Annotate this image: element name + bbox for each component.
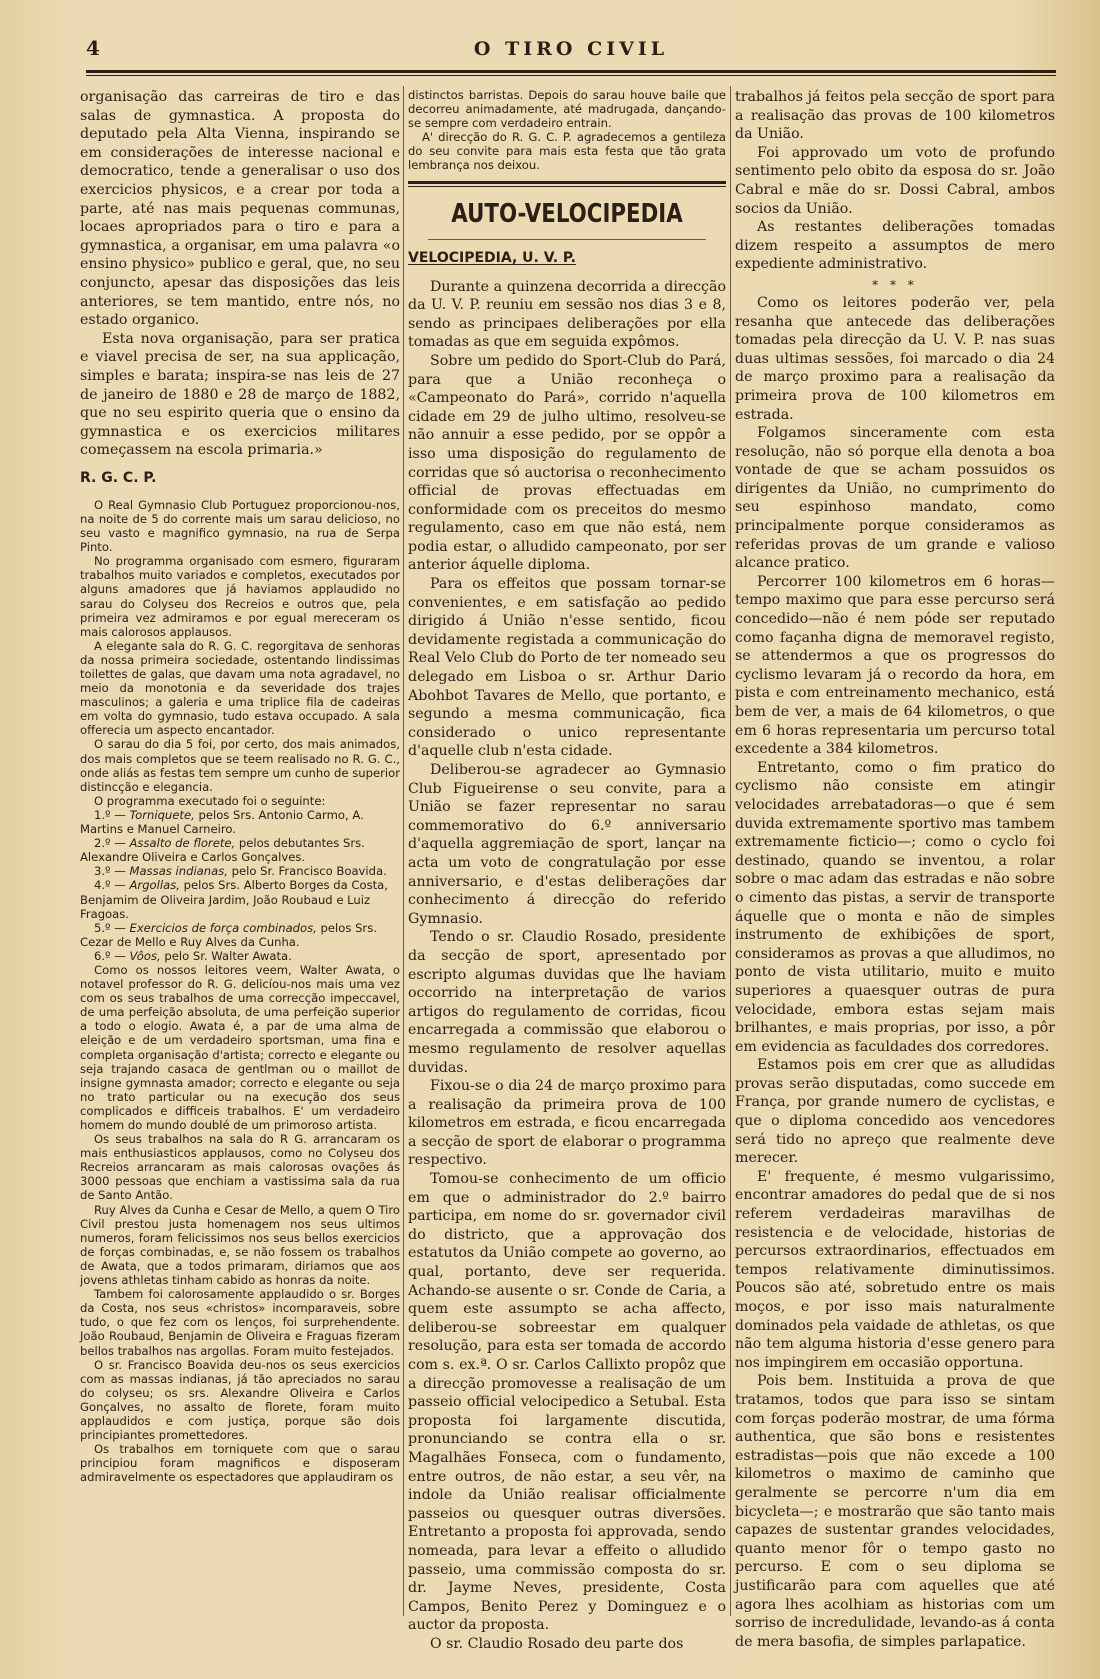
paragraph: organisação das carreiras de tiro e das salas de gymnastica. A proposta do deputado pela Alta Vienna, inspirando se em considerações de interesse nacional e democratico, tende a generalisar o uso dos exercicios physicos, e a crear por toda a parte, até nas mais pequenas communas, locaes apropriados para o tiro e para a gymnastica, a organisar, em uma palavra «o ensino physico» publico e geral, que, no seu conjuncto, apesar das disposições das leis anteriores, se tem mantido, entre nós, no estado organico. [80, 89, 400, 329]
paragraph: Durante a quinzena decorrida a direcção da U. V. P. reuniu em sessão nos dias 3 e 8, sendo as principaes deliberações por ella tomadas as que em seguida expômos. [408, 278, 726, 351]
paragraph: Entretanto, como o fim pratico do cyclismo não consiste em atingir velocidades arrebatadoras—o que é sem duvida extremamente sportivo mas tambem extremamente ficticio—; como o cyclo foi destinado, quando se inventou, a rolar sobre o mac adam das estradas e não sobre o cimento das pistas, a servir de transporte áquelle que o monta e não de simples instrumento de exhibições de sport, consideramos as provas a que alludimos, no ponto de vista utilitario, muito e muito superiores a quaesquer outras de pura velocidade, embora estas sejam mais brilhantes, e mais proprias, por isso, a pôr em evidencia as faculdades dos corredores. [735, 759, 1055, 1055]
paragraph: O sr. Claudio Rosado deu parte dos [430, 1635, 684, 1652]
paragraph: As restantes deliberações tomadas dizem respeito a assumptos de mero expediente administrativo. [735, 219, 1055, 273]
paragraph: Deliberou-se agradecer ao Gymnasio Club Figueirense o seu convite, para a União se fazer representar no sarau commemorativo do 6.º anniversario d'aquella aggremiação de sport, lançar na acta um voto de congratulação por esse anniversario, e d'estas deliberações dar conhecimento á direcção do referido Gymnasio. [408, 762, 726, 927]
column-1 [80, 88, 400, 1484]
column-divider [403, 86, 404, 1616]
banner-rule [408, 181, 726, 184]
paragraph: trabalhos já feitos pela secção de sport para a realisação das provas de 100 kilometros da União. [735, 89, 1055, 143]
paragraph: Tomou-se conhecimento de um officio em que o administrador do 2.º bairro participa, em nome do sr. governador civil do districto, que a approvação dos estatutos da União compete ao governo, ao qual, portanto, deve ser requerida. Achando-se ausente o sr. Conde de Caria, a quem este assumpto se acha affecto, deliberou-se sobreestar em qualquer resolução, para esta ser tomada de accordo com s. ex.ª. O sr. Carlos Callixto propôz que a direcção promovesse a realisação de um passeio official velocipedico a Setubal. Esta proposta foi largamente discutida, pronunciando se contra ella o sr. Magalhães Fonseca, com o fundamento, entre outros, de não estar, a seu vêr, na indole da União realisar officialmente passeios ou quesquer outras diversões. Entretanto a proposta foi approvada, sendo nomeada, para levar a effeito o alludido passeio, uma commissão composta do sr. dr. Jayme Neves, presidente, Costa Campos, Benito Perez y Dominguez e o auctor da proposta. [408, 1171, 726, 1634]
paragraph: O sr. Francisco Boavida deu-nos os seus exercicios com as massas indianas, já tão apreciados no sarau do colyseu; os srs. Alexandre Oliveira e Carlos Gonçalves, no assalto de florete, foram muito applaudidos e com justiça, porque são dois principiantes promettedores. [80, 1357, 400, 1443]
paragraph: No programma organisado com esmero, figuraram trabalhos muito variados e completos, executados por alguns amadores que já haviamos applaudido no sarau do Colyseu dos Recreios e outros que, pela primeira vez admiramos e por egual mereceram os mais calorosos applausos. [80, 554, 400, 639]
programme-item: 1.º — Torniquete, pelos Srs. Antonio Carmo, A. Martins e Manuel Carneiro. [80, 807, 364, 837]
banner-rule-bottom [428, 239, 706, 240]
paragraph: E' frequente, é mesmo vulgarissimo, encontrar amadores do pedal que de si nos referem verdadeiras maravilhas de resistencia e de velocidade, historias de percursos extraordinarios, effectuados em tempos relativamente diminutissimos. Poucos são até, sobretudo entre os mais moços, e por isso mais naturalmente dominados pela vaidade de athletas, os que não tem alguma historia d'esse genero para nos impingirem em occasião opportuna. [735, 1168, 1055, 1371]
paragraph: Tambem foi calorosamente applaudido o sr. Borges da Costa, nos seus «christos» incomparaveis, sobre tudo, o que fez com os lenços, foi surprehendente. João Roubaud, Benjamin de Oliveira e Fraguas fizeram bellos trabalhos nas argollas. Foram muito festejados. [80, 1287, 400, 1358]
page-header [86, 34, 1056, 70]
paragraph: Para os effeitos que possam tornar-se convenientes, e em satisfação ao pedido dirigido á União n'esse sentido, ficou devidamente registada a communicação do Real Velo Club do Porto de ter nomeado seu delegado em Lisboa o sr. Arthur Dario Abohbot Tavares de Mello, que portanto, e segundo a mesma communicação, fica considerado o unico representante d'aquelle club n'esta cidade. [408, 576, 726, 760]
column-2 [408, 88, 726, 1654]
paragraph: A' direcção do R. G. C. P. agradecemos a gentileza do seu convite para mais esta festa que tão grata lembrança nos deixou. [408, 130, 726, 173]
paragraph: O sarau do dia 5 foi, por certo, dos mais animados, dos mais completos que se teem realisado no R. G. C., onde aliás as festas tem sempre um cunho de superior distincção e elegancia. [80, 737, 400, 794]
paragraph: Folgamos sinceramente com esta resolução, não só porque ella denota a boa vontade de que se acham possuidos os dirigentes da União, no cumprimento do seu espinhoso mandato, como principalmente porque consideramos as referidas provas de um grande e valioso alcance pratico. [735, 425, 1055, 572]
programme-item: 3.º — Massas indianas, pelo Sr. Francisco Boavida. [94, 864, 387, 879]
column-divider [730, 86, 731, 1616]
paragraph: A elegante sala do R. G. C. regorgitava de senhoras da nossa primeira sociedade, ostentando lindissimas toilettes de galas, que davam uma nota agradavel, no meio da monotonia e da severidade dos trajes masculinos; a galeria e uma triplice fila de cadeiras em volta do gymnasio, tudo estava occupado. A sala offerecia um aspecto encantador. [80, 638, 400, 738]
paragraph: O Real Gymnasio Club Portuguez proporcionou-nos, na noite de 5 do corrente mais um sarau delicioso, no seu vasto e magnifico gymnasio, na rua de Serpa Pinto. [80, 497, 400, 555]
paragraph: Como os nossos leitores veem, Walter Awata, o notavel professor do R. G. delicíou-nos mais uma vez com os seus trabalhos de uma correcção impeccavel, de uma perfeição absoluta, de uma perfeição superior a todo o elogio. Awata é, a par de uma alma de eleição e de um verdadeiro sportsman, uma fina e completa organisação d'artista; correcto e elegante ou seja trajando casaca de gentlman ou o maillot de insigne gymnasta amador; correcto e elegante ou seja no trato particular ou na execução dos seus complicados e difficeis trabalhos. E' um verdadeiro homem do mundo doublé de um primoroso artista. [80, 962, 400, 1132]
paragraph: Foi approvado um voto de profundo sentimento pelo obito da esposa do sr. João Cabral e mãe do sr. Dossi Cabral, ambos socios da União. [735, 144, 1055, 217]
paragraph: Como os leitores poderão ver, pela resanha que antecede das deliberações tomadas pela direcção da U. V. P. nas suas duas ultimas sessões, foi marcado o dia 24 de março proximo para a realisação da primeira prova de 100 kilometros em estrada. [735, 294, 1055, 423]
section-banner [408, 181, 726, 240]
paragraph: Os seus trabalhos na sala do R G. arrancaram os mais enthusiasticos applausos, como no Colyseu dos Recreios arrancaram as mais calorosas ovações ás 3000 pessoas que enchiam a vastissima sala da rua de Santo Antão. [80, 1132, 400, 1203]
paragraph: Sobre um pedido do Sport-Club do Pará, para que a União reconheça o «Campeonato do Pará», corrido n'aquella cidade em 29 de julho ultimo, resolveu-se não annuir a esse pedido, por se oppôr a isso uma disposição do regulamento de corridas que só auctorisa o reconhecimento official de provas effectuadas em conformidade com os preceitos do mesmo regulamento, caso em que não está, nem podia estar, o alludido campeonato, por ser anterior áquelle diploma. [408, 352, 726, 574]
programme-item: 5.º — Exercicios de força combinados, pelos Srs. Cezar de Mello e Ruy Alves da Cunha. [80, 920, 377, 949]
programme-item: 6.º — Vôos, pelo Sr. Walter Awata. [94, 948, 292, 963]
section-separator-stars: * * * [872, 277, 918, 292]
paragraph: Ruy Alves da Cunha e Cesar de Mello, a quem O Tiro Civil prestou justa homenagem nos seus ultimos numeros, foram felicissimos nos seus bellos exercicios de forças combinadas, e, se não fossem os trabalhos de Awata, que a todos primaram, diriamos que aos jovens athletas tinham cabido as honras da noite. [80, 1202, 400, 1288]
header-rule [86, 70, 1056, 73]
programme-item: 4.º — Argollas, pelos Srs. Alberto Borges da Costa, Benjamim de Oliveira Jardim, João Roubaud e Luiz Fragoas. [80, 878, 388, 921]
section-title-velocipedia: VELOCIPEDIA, U. V. P. [408, 249, 576, 266]
column-3 [735, 88, 1055, 1651]
section-title-rgcp: R. G. C. P. [80, 469, 157, 486]
header-rule-thin [86, 75, 1056, 76]
page-number: 4 [86, 36, 100, 60]
banner-rule-thin [408, 186, 726, 187]
paragraph: Esta nova organisação, para ser pratica e viavel precisa de ser, na sua applicação, simples e barata; inspira-se nas leis de 27 de janeiro de 1880 e 28 de março de 1882, que no seu espirito queria que o ensino da gymnastica e os exercicios militares começassem na escola primaria.» [80, 330, 400, 459]
section-heading-auto-velocipedia: AUTO-VELOCIPEDIA [451, 198, 683, 229]
paragraph: Tendo o sr. Claudio Rosado, presidente da secção de sport, apresentado por escripto algumas duvidas que lhe haviam occorrido na interpretação de varios artigos do regulamento de corridas, ficou encarregada a commissão que elaborou o mesmo regulamento de resolver aquellas duvidas. [408, 929, 726, 1076]
paragraph: Estamos pois em crer que as alludidas provas serão disputadas, como succede em França, por grande numero de cyclistas, e que o diploma concedido aos vencedores será tido no apreço que realmente deve merecer. [735, 1057, 1055, 1167]
programme-item: 2.º — Assalto de florete, pelos debutantes Srs. Alexandre Oliveira e Carlos Gonçalves. [80, 836, 365, 865]
paragraph: Fixou-se o dia 24 de março proximo para a realisação da primeira prova de 100 kilometros em estrada, e ficou encarregada a secção de sport de elaborar o programma respectivo. [408, 1078, 726, 1169]
paper-title: O TIRO CIVIL [473, 38, 669, 60]
paragraph: O programma executado foi o seguinte: [94, 793, 326, 808]
paragraph: Pois bem. Instituida a prova de que tratamos, todos que para isso se sintam com forças poderão mostrar, de uma fórma authentica, que são bons e resistentes estradistas—pois que não excede a 100 kilometros o maximo de caminho que geralmente se percorre n'um dia em bicycleta—; e mostrarão que são tanto mais capazes de sustentar grandes velocidades, quanto menor fôr o tempo gasto no percurso. E com o seu diploma se justificarão para com aquelles que até agora lhes acolhiam as historias com um sorriso de incredulidade, levando-as á conta de mera basofia, de simples parlapatice. [735, 1373, 1055, 1650]
paragraph: Os trabalhos em torniquete com que o sarau principiou foram magnificos e disposeram admiravelmente os espectadores que applaudiram os [80, 1442, 400, 1485]
paragraph: distinctos barristas. Depois do sarau houve baile que decorreu animadamente, até madrugada, dançando-se sempre com verdadeiro entrain. [408, 88, 726, 131]
paragraph: Percorrer 100 kilometros em 6 horas—tempo maximo que para esse percurso será concedido—não é nem póde ser reputado como façanha digna de memoravel registo, se attendermos a que os progressos do cyclismo levaram já o recordo da hora, em pista e com entreinamento mechanico, está bem de ver, a mais de 64 kilometros, o que em 6 horas representaria um percurso total excedente a 384 kilometros. [735, 573, 1055, 758]
